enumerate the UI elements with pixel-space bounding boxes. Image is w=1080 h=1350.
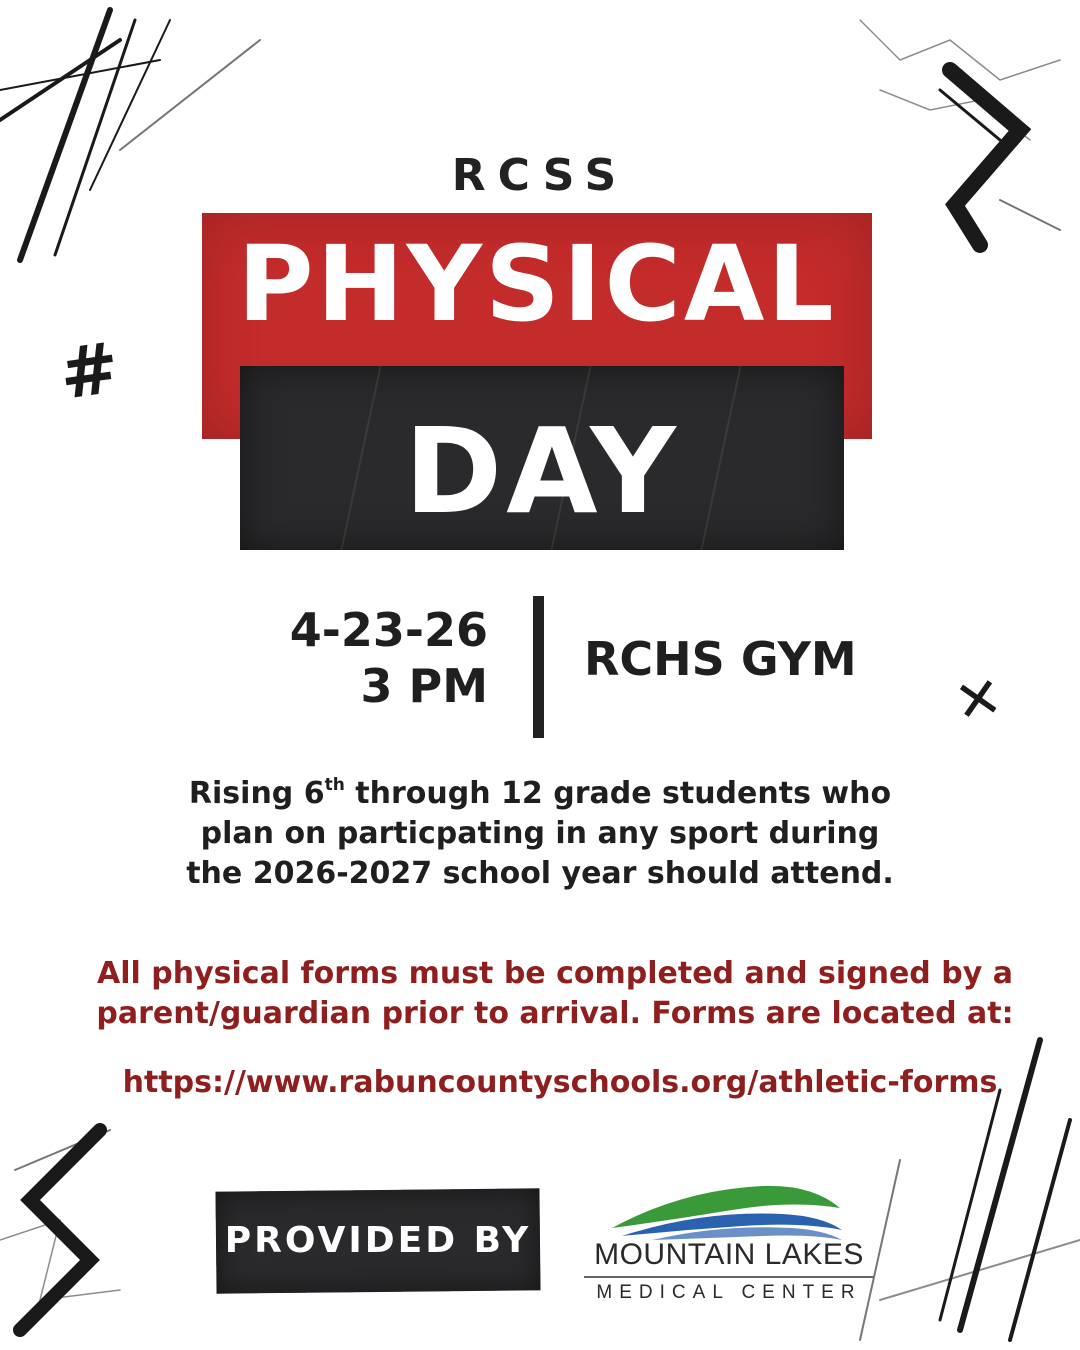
event-time: 3 PM bbox=[360, 659, 488, 713]
desc-line2: plan on particpating in any sport during bbox=[200, 816, 880, 851]
sponsor-name: MOUNTAIN LAKES bbox=[594, 1238, 864, 1271]
desc-line1-post: through 12 grade students who bbox=[344, 776, 892, 811]
desc-line1-pre: Rising 6 bbox=[188, 776, 325, 811]
notice-line2: parent/guardian prior to arrival. Forms are located at: bbox=[96, 996, 1014, 1031]
forms-notice bbox=[60, 954, 1050, 1034]
desc-line3: the 2026-2027 school year should attend. bbox=[186, 856, 894, 891]
hash-symbol: # bbox=[54, 326, 125, 416]
notice-line1: All physical forms must be completed and signed by a bbox=[97, 956, 1013, 991]
sponsor-rule bbox=[584, 1276, 874, 1278]
event-date: 4-23-26 bbox=[289, 603, 488, 657]
event-location: RCHS GYM bbox=[584, 632, 857, 686]
provided-by-label: PROVIDED BY bbox=[224, 1220, 532, 1261]
x-symbol: ✕ bbox=[949, 664, 1008, 737]
title-day: DAY bbox=[404, 402, 680, 540]
event-datetime bbox=[240, 602, 488, 714]
organization-name: RCSS bbox=[451, 150, 629, 201]
forms-url[interactable]: https://www.rabuncountyschools.org/athletic-forms bbox=[122, 1065, 998, 1100]
divider bbox=[533, 596, 544, 738]
desc-line1-sup: th bbox=[324, 775, 345, 795]
sponsor-subtitle: MEDICAL CENTER bbox=[596, 1282, 862, 1303]
title-physical: PHYSICAL bbox=[237, 223, 837, 345]
event-description bbox=[150, 774, 930, 894]
